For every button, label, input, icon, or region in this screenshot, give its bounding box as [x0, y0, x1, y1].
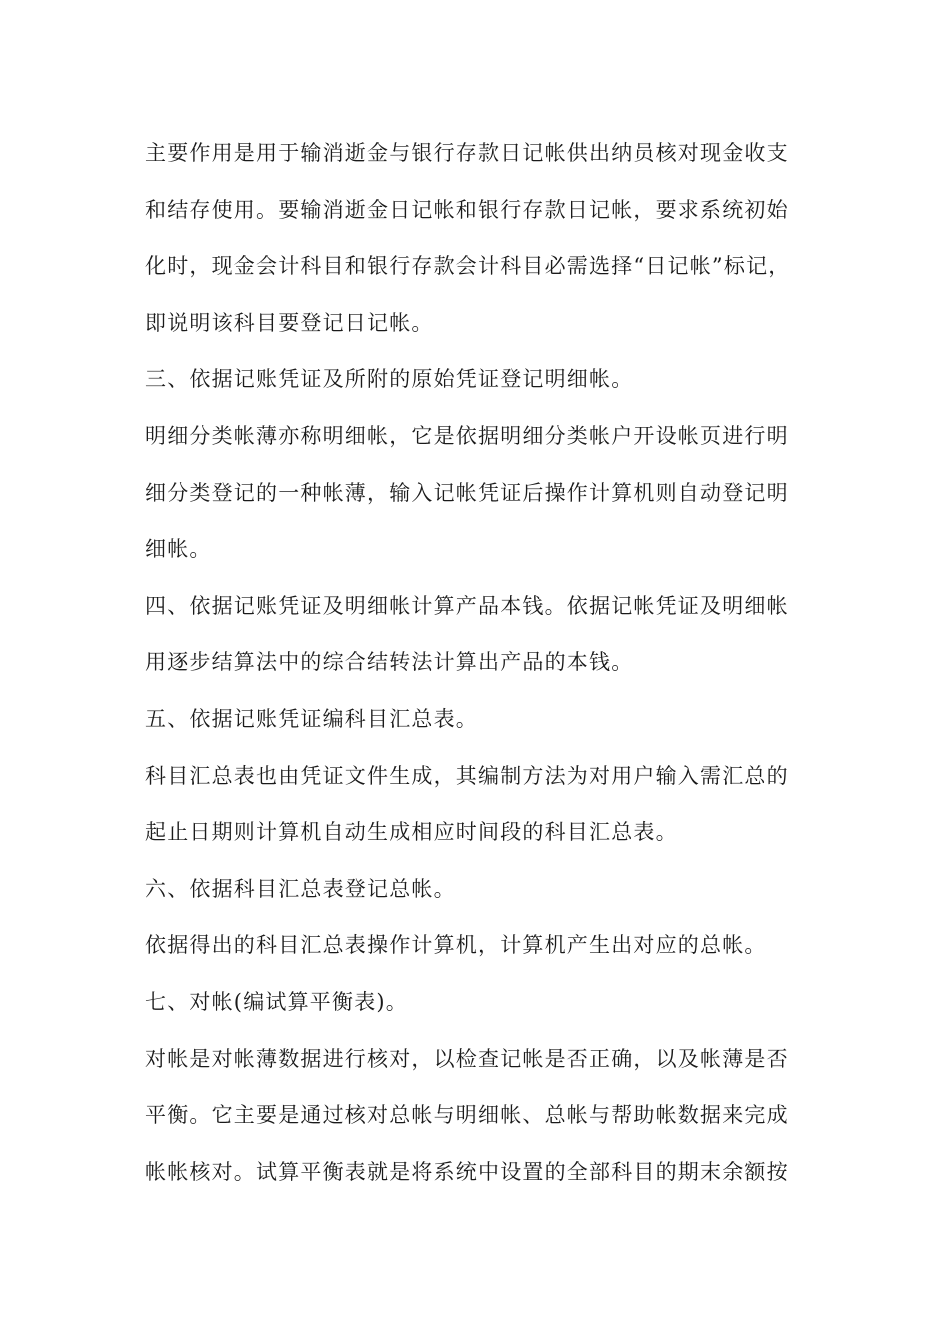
paragraph-line: 帐帐核对。试算平衡表就是将系统中设置的全部科目的期末余额按 — [145, 1159, 789, 1184]
section-heading: 四、依据记账凭证及明细帐计算产品本钱。依据记帐凭证及明细帐 — [145, 593, 789, 618]
paragraph-line: 即说明该科目要登记日记帐。 — [145, 310, 434, 335]
paragraph-line: 和结存使用。要输消逝金日记帐和银行存款日记帐，要求系统初始 — [145, 197, 789, 222]
paragraph-line: 对帐是对帐薄数据进行核对，以检查记帐是否正确，以及帐薄是否 — [145, 1046, 789, 1071]
paragraph-line: 细帐。 — [145, 537, 212, 562]
paragraph-line: 化时，现金会计科目和银行存款会计科目必需选择“日记帐”标记， — [145, 254, 791, 279]
paragraph-line: 明细分类帐薄亦称明细帐，它是依据明细分类帐户开设帐页进行明 — [145, 423, 789, 448]
paragraph-line: 平衡。它主要是通过核对总帐与明细帐、总帐与帮助帐数据来完成 — [145, 1103, 789, 1128]
section-heading: 六、依据科目汇总表登记总帐。 — [145, 876, 456, 901]
paragraph-line: 依据得出的科目汇总表操作计算机，计算机产生出对应的总帐。 — [145, 933, 767, 958]
section-heading: 五、依据记账凭证编科目汇总表。 — [145, 706, 478, 731]
paragraph-line: 科目汇总表也由凭证文件生成，其编制方法为对用户输入需汇总的 — [145, 763, 789, 788]
paragraph-line: 用逐步结算法中的综合结转法计算出产品的本钱。 — [145, 650, 634, 675]
section-heading: 七、对帐(编试算平衡表)。 — [145, 989, 408, 1014]
paragraph-line: 细分类登记的一种帐薄，输入记帐凭证后操作计算机则自动登记明 — [145, 480, 789, 505]
document-body — [145, 133, 825, 1208]
paragraph-line: 主要作用是用于输消逝金与银行存款日记帐供出纳员核对现金收支 — [145, 141, 789, 165]
section-heading: 三、依据记账凭证及所附的原始凭证登记明细帐。 — [145, 367, 634, 392]
paragraph-line: 起止日期则计算机自动生成相应时间段的科目汇总表。 — [145, 820, 678, 845]
